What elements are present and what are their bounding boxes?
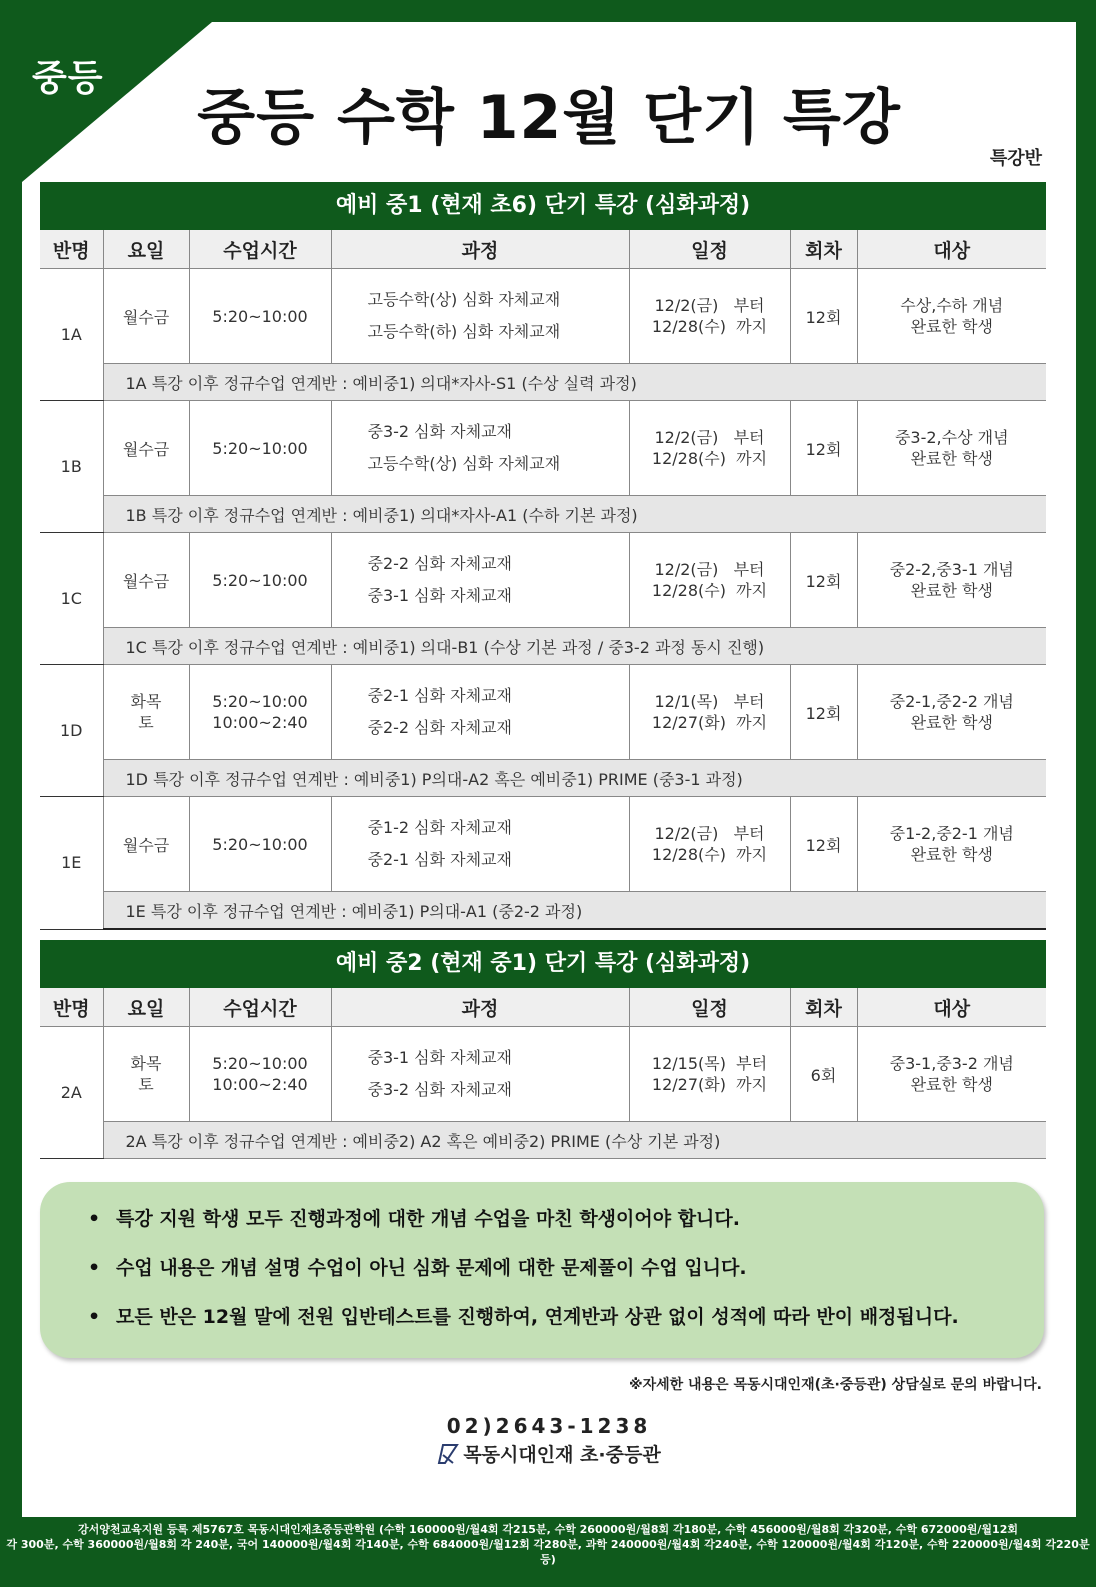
table-header bbox=[40, 230, 1046, 269]
count: 12회 bbox=[790, 401, 857, 496]
footer: 강서양천교육지원 등록 제5767호 목동시대인재초중등관학원 (수학 160000원/월4회 각215분, 수학 260000원/월8회 각180분, 수학 456000원/월8회 각320분, 수학 672000원/월12회 각 300분, 수학 360000원/월8회 각 240분, 국어 140000원/월4회 각140분, 수학 684000원/월12회 각280분, 과학 240000원/월4회 각240분, 수학 120000원/월4회 각120분, 수학 220000원/월4회 각220분 등) bbox=[6, 1523, 1090, 1566]
bullet-icon: • bbox=[88, 1257, 101, 1279]
col-count: 회차 bbox=[790, 988, 857, 1027]
contact-note: ※자세한 내용은 목동시대인재(초·중등관) 상담실로 문의 바랍니다. bbox=[628, 1377, 1042, 1393]
days: 화목 토 bbox=[103, 665, 189, 760]
class-name: 2A bbox=[40, 1027, 103, 1159]
course: 중3-2 심화 자체교재 고등수학(상) 심화 자체교재 bbox=[331, 401, 629, 496]
schedule: 12/2(금) 부터 12/28(수) 까지 bbox=[629, 533, 790, 628]
count: 12회 bbox=[790, 797, 857, 892]
section-pre-grade1 bbox=[40, 182, 1046, 930]
class-name: 1D bbox=[40, 665, 103, 797]
table-row bbox=[40, 533, 1046, 628]
section-title: 예비 중1 (현재 초6) 단기 특강 (심화과정) bbox=[40, 182, 1046, 230]
days: 월수금 bbox=[103, 269, 189, 364]
phone-number: 02)2643-1238 bbox=[446, 1414, 652, 1438]
time: 5:20~10:00 bbox=[189, 401, 331, 496]
col-class: 반명 bbox=[40, 230, 103, 269]
poster bbox=[22, 22, 1076, 1517]
col-days: 요일 bbox=[103, 230, 189, 269]
count: 12회 bbox=[790, 665, 857, 760]
col-course: 과정 bbox=[331, 230, 629, 269]
schedule: 12/1(목) 부터 12/27(화) 까지 bbox=[629, 665, 790, 760]
table-row bbox=[40, 401, 1046, 496]
tag-label: 특강반 bbox=[989, 148, 1042, 169]
days: 월수금 bbox=[103, 533, 189, 628]
target: 중2-1,중2-2 개념 완료한 학생 bbox=[857, 665, 1046, 760]
target: 중2-2,중3-1 개념 완료한 학생 bbox=[857, 533, 1046, 628]
days: 월수금 bbox=[103, 401, 189, 496]
page-title: 중등 수학 12월 단기 특강 bbox=[197, 83, 901, 153]
count: 6회 bbox=[790, 1027, 857, 1122]
brand-name: 목동시대인재 초·중등관 bbox=[463, 1444, 661, 1466]
schedule: 12/2(금) 부터 12/28(수) 까지 bbox=[629, 797, 790, 892]
bullet-icon: • bbox=[88, 1306, 101, 1328]
course: 중2-2 심화 자체교재 중3-1 심화 자체교재 bbox=[331, 533, 629, 628]
col-target: 대상 bbox=[857, 230, 1046, 269]
col-class: 반명 bbox=[40, 988, 103, 1027]
course: 중1-2 심화 자체교재 중2-1 심화 자체교재 bbox=[331, 797, 629, 892]
days: 월수금 bbox=[103, 797, 189, 892]
target: 수상,수하 개념 완료한 학생 bbox=[857, 269, 1046, 364]
class-name: 1E bbox=[40, 797, 103, 930]
time: 5:20~10:00 bbox=[189, 533, 331, 628]
corner-label: 중등 bbox=[32, 58, 104, 99]
brand bbox=[22, 1440, 1076, 1467]
table-row bbox=[40, 665, 1046, 760]
col-schedule: 일정 bbox=[629, 988, 790, 1027]
schedule: 12/2(금) 부터 12/28(수) 까지 bbox=[629, 269, 790, 364]
link-row: 1E 특강 이후 정규수업 연계반 : 예비중1) P의대-A1 (중2-2 과정) bbox=[40, 892, 1046, 930]
class-name: 1A bbox=[40, 269, 103, 401]
col-days: 요일 bbox=[103, 988, 189, 1027]
notes-box bbox=[40, 1182, 1044, 1358]
count: 12회 bbox=[790, 269, 857, 364]
brand-logo-icon bbox=[437, 1443, 459, 1465]
col-time: 수업시간 bbox=[189, 988, 331, 1027]
link-row: 1B 특강 이후 정규수업 연계반 : 예비중1) 의대*자사-A1 (수하 기본 과정) bbox=[40, 496, 1046, 533]
col-time: 수업시간 bbox=[189, 230, 331, 269]
bullet-icon: • bbox=[88, 1208, 101, 1230]
course: 고등수학(상) 심화 자체교재 고등수학(하) 심화 자체교재 bbox=[331, 269, 629, 364]
link-row: 1A 특강 이후 정규수업 연계반 : 예비중1) 의대*자사-S1 (수상 실력 과정) bbox=[40, 364, 1046, 401]
table-row bbox=[40, 269, 1046, 364]
section-pre-grade2 bbox=[40, 940, 1046, 1159]
target: 중3-2,수상 개념 완료한 학생 bbox=[857, 401, 1046, 496]
table-row bbox=[40, 797, 1046, 892]
time: 5:20~10:00 10:00~2:40 bbox=[189, 665, 331, 760]
class-name: 1B bbox=[40, 401, 103, 533]
note-item: • 모든 반은 12월 말에 전원 입반테스트를 진행하여, 연계반과 상관 없이 성적에 따라 반이 배정됩니다. bbox=[116, 1302, 1044, 1351]
time: 5:20~10:00 bbox=[189, 269, 331, 364]
schedule: 12/2(금) 부터 12/28(수) 까지 bbox=[629, 401, 790, 496]
table-row bbox=[40, 1027, 1046, 1122]
days: 화목 토 bbox=[103, 1027, 189, 1122]
course: 중2-1 심화 자체교재 중2-2 심화 자체교재 bbox=[331, 665, 629, 760]
course: 중3-1 심화 자체교재 중3-2 심화 자체교재 bbox=[331, 1027, 629, 1122]
link-row: 1D 특강 이후 정규수업 연계반 : 예비중1) P의대-A2 혹은 예비중1) PRIME (중3-1 과정) bbox=[40, 760, 1046, 797]
link-row: 1C 특강 이후 정규수업 연계반 : 예비중1) 의대-B1 (수상 기본 과정 / 중3-2 과정 동시 진행) bbox=[40, 628, 1046, 665]
schedule-table bbox=[40, 230, 1046, 930]
class-name: 1C bbox=[40, 533, 103, 665]
target: 중1-2,중2-1 개념 완료한 학생 bbox=[857, 797, 1046, 892]
note-item: • 수업 내용은 개념 설명 수업이 아닌 심화 문제에 대한 문제풀이 수업 입니다. bbox=[116, 1253, 1044, 1302]
table-header bbox=[40, 988, 1046, 1027]
col-count: 회차 bbox=[790, 230, 857, 269]
target: 중3-1,중3-2 개념 완료한 학생 bbox=[857, 1027, 1046, 1122]
col-target: 대상 bbox=[857, 988, 1046, 1027]
schedule-table bbox=[40, 988, 1046, 1159]
col-course: 과정 bbox=[331, 988, 629, 1027]
count: 12회 bbox=[790, 533, 857, 628]
time: 5:20~10:00 bbox=[189, 797, 331, 892]
time: 5:20~10:00 10:00~2:40 bbox=[189, 1027, 331, 1122]
col-schedule: 일정 bbox=[629, 230, 790, 269]
section-title: 예비 중2 (현재 중1) 단기 특강 (심화과정) bbox=[40, 940, 1046, 988]
schedule: 12/15(목) 부터 12/27(화) 까지 bbox=[629, 1027, 790, 1122]
note-item: • 특강 지원 학생 모두 진행과정에 대한 개념 수업을 마친 학생이어야 합니다. bbox=[116, 1204, 1044, 1253]
link-row: 2A 특강 이후 정규수업 연계반 : 예비중2) A2 혹은 예비중2) PRIME (수상 기본 과정) bbox=[40, 1122, 1046, 1159]
